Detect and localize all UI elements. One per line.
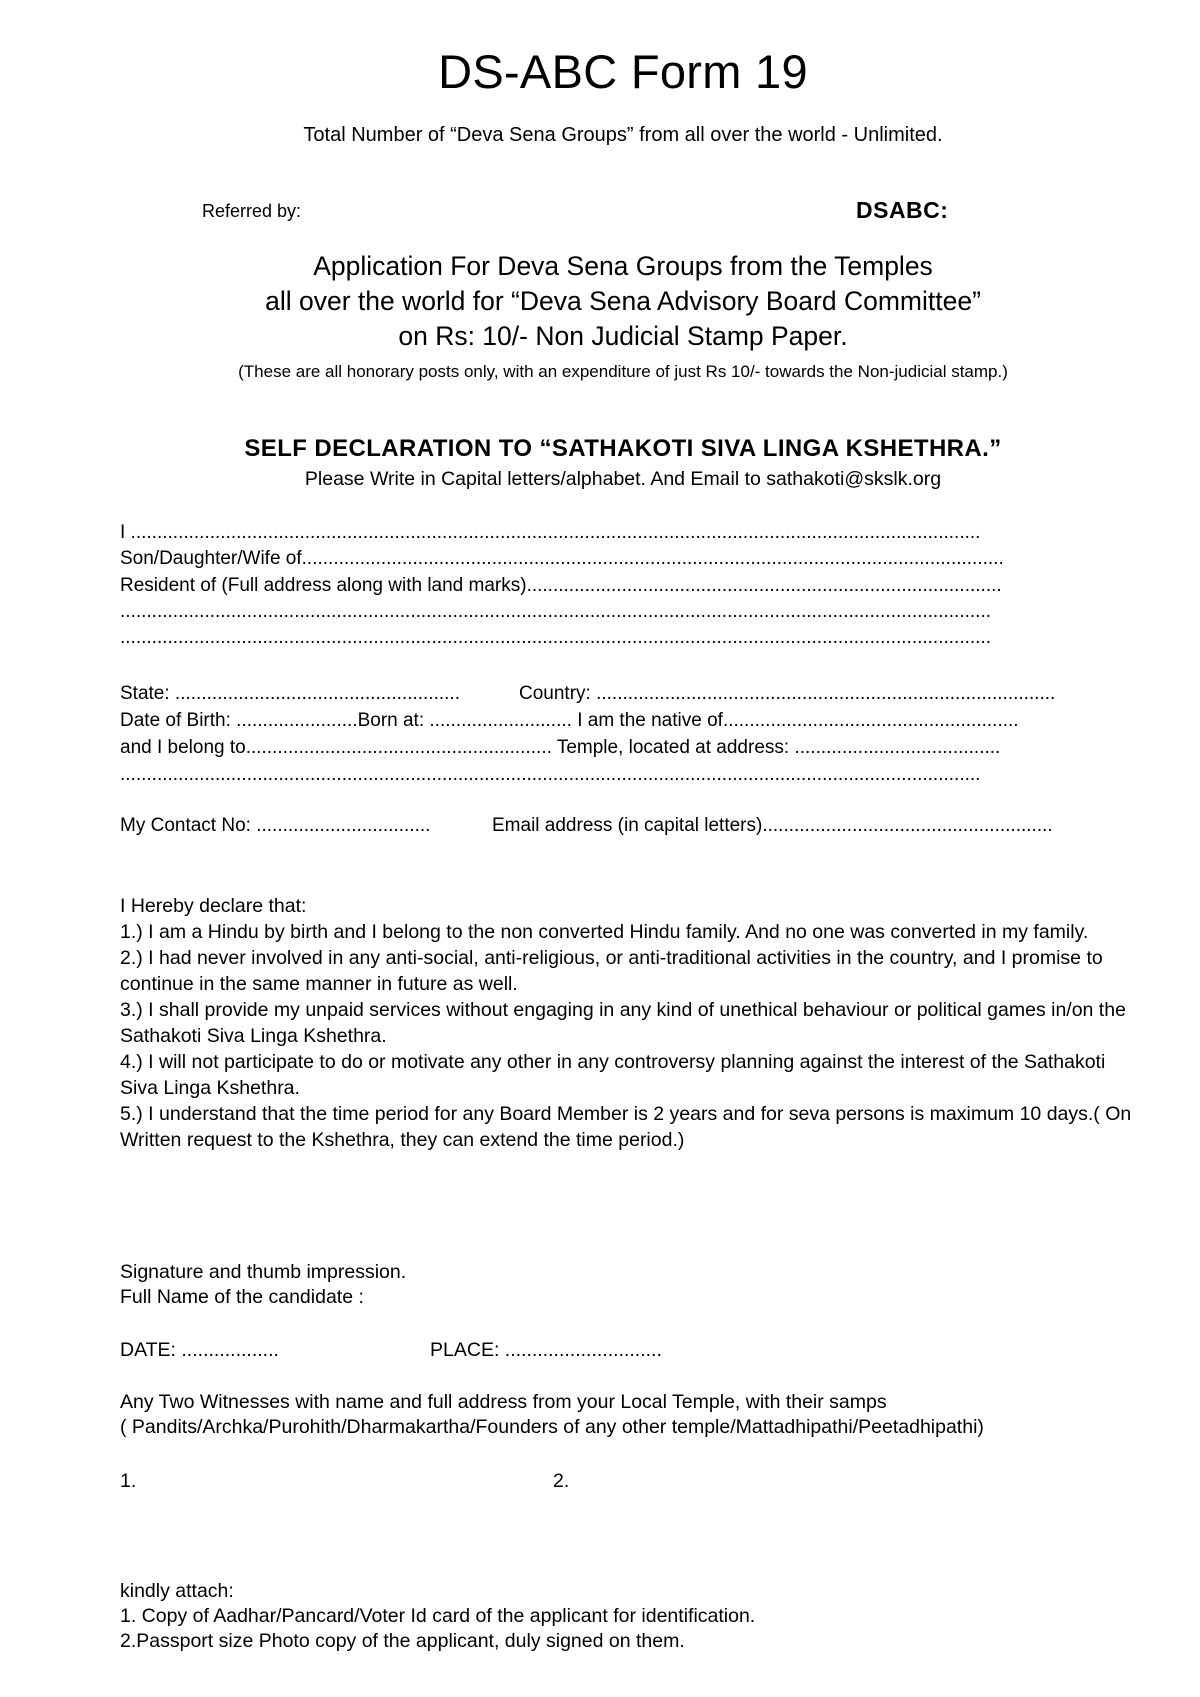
name-field[interactable]: I ................................................................................................................................................................. [120, 522, 981, 543]
relation-field[interactable]: Son/Daughter/Wife of..................................................................................................................................... [120, 548, 1004, 569]
witnesses-types: ( Pandits/Archka/Purohith/Dharmakartha/Founders of any other temple/Mattadhipathi/Peetadhipathi) [120, 1416, 984, 1438]
application-line-3: on Rs: 10/- Non Judicial Stamp Paper. [398, 321, 848, 351]
referred-by-label: Referred by: [202, 201, 302, 221]
attach-item-1: 1. Copy of Aadhar/Pancard/Voter Id card of the applicant for identification. [120, 1605, 756, 1627]
declaration-item-3: 3.) I shall provide my unpaid services without engaging in any kind of unethical behaviour or political games in/on the Sathakoti Siva Linga Kshethra. [120, 999, 1126, 1047]
declaration-item-1: 1.) I am a Hindu by birth and I belong to the non converted Hindu family. And no one was converted in my family. [120, 921, 1089, 943]
witness-1[interactable]: 1. [120, 1470, 137, 1492]
attach-item-2: 2.Passport size Photo copy of the applicant, duly signed on them. [120, 1630, 685, 1652]
resident-field[interactable]: Resident of (Full address along with land marks).......................................................................................... [120, 575, 1002, 596]
declarations-intro: I Hereby declare that: [120, 895, 307, 917]
declaration-title: SELF DECLARATION TO “SATHAKOTI SIVA LINGA KSHETHRA.” [244, 435, 1002, 462]
declaration-item-4: 4.) I will not participate to do or motivate any other in any controversy planning against the interest of the Sathakoti Siva Linga Kshethra. [120, 1051, 1106, 1099]
form-title: DS-ABC Form 19 [438, 45, 808, 98]
dsabc-label: DSABC: [856, 197, 949, 223]
country-field[interactable]: Country: ....................................................................................... [519, 683, 1056, 704]
date-field[interactable]: DATE: .................. [120, 1339, 279, 1361]
email-field[interactable]: Email address (in capital letters)....................................................... [492, 815, 1053, 836]
attach-intro: kindly attach: [120, 1580, 234, 1602]
witness-2[interactable]: 2. [553, 1470, 570, 1492]
contact-field[interactable]: My Contact No: ................................. [120, 815, 431, 836]
declaration-instruction: Please Write in Capital letters/alphabet. And Email to sathakoti@skslk.org [304, 468, 942, 490]
signature-label: Signature and thumb impression. [120, 1261, 407, 1283]
witnesses-instruction: Any Two Witnesses with name and full address from your Local Temple, with their samps [120, 1391, 887, 1413]
honorary-note: (These are all honorary posts only, with an expenditure of just Rs 10/- towards the Non-judicial stamp.) [238, 362, 1008, 381]
address-line-2[interactable]: ..................................................................................................................................................................... [120, 601, 992, 622]
place-field[interactable]: PLACE: ............................. [430, 1339, 662, 1361]
declarations-list [120, 893, 1140, 1153]
declaration-item-2: 2.) I had never involved in any anti-social, anti-religious, or anti-traditional activities in the country, and I promise to continue in the same manner in future as well. [120, 947, 1103, 995]
application-line-2: all over the world for “Deva Sena Advisory Board Committee” [265, 286, 981, 316]
dob-born-native-field[interactable]: Date of Birth: .......................Born at: ........................... I am the native of........................................................ [120, 710, 1019, 731]
full-name-label[interactable]: Full Name of the candidate : [120, 1286, 364, 1308]
application-line-1: Application For Deva Sena Groups from the Temples [313, 251, 933, 281]
address-line-3[interactable]: ..................................................................................................................................................................... [120, 627, 992, 648]
temple-address-field[interactable]: ................................................................................................................................................................... [120, 764, 981, 785]
state-field[interactable]: State: ...................................................... [120, 683, 460, 704]
temple-field[interactable]: and I belong to.......................................................... Temple, located at address: ....................................... [120, 737, 1001, 758]
form-subtitle: Total Number of “Deva Sena Groups” from all over the world - Unlimited. [303, 124, 943, 146]
declaration-item-5: 5.) I understand that the time period for any Board Member is 2 years and for seva persons is maximum 10 days.( On Written request to the Kshethra, they can extend the time period.) [120, 1103, 1132, 1151]
